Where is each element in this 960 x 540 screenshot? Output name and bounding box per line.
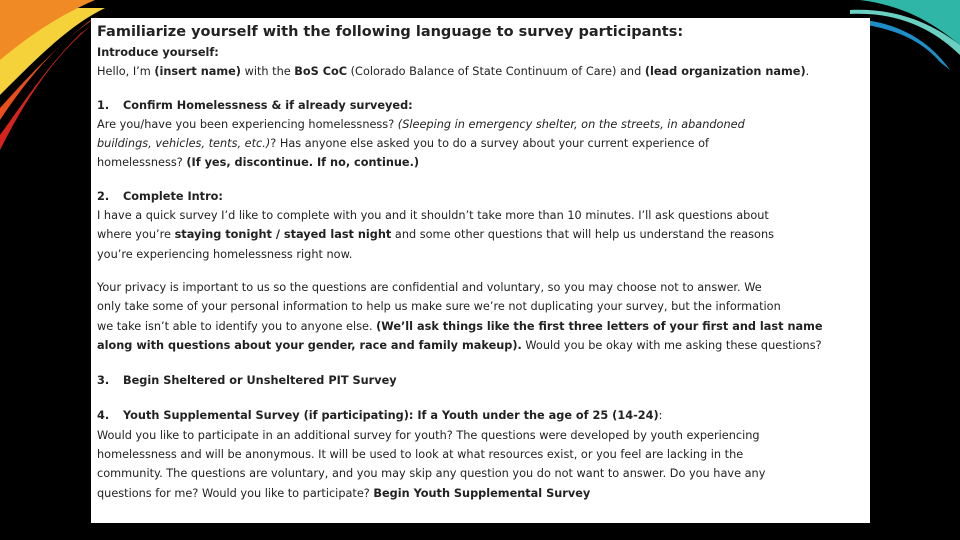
privacy-text: Your privacy is important to us so the questions are confidential and voluntary, so you may choose not to answer. We only take some of your personal information to help us make sure we’re not duplicating your survey, but the information we take isn’t able to identify you to anyone else. (We’ll ask things like the first three letters of your first and last name along with questions about your gender, race and family makeup). Would you be okay with me asking these questions? bbox=[97, 280, 823, 352]
document-title: Familiarize yourself with the following language to survey participants: bbox=[97, 24, 684, 40]
section-1-text: Are you/have you been experiencing homelessness? (Sleeping in emergency shelter, on the streets, in abandoned buildings, vehicles, tents, etc.)? Has anyone else asked you to do a survey about your current experience of homelessness? (If yes, discontinue. If no, continue.) bbox=[97, 117, 745, 170]
section-2-heading: 2. Complete Intro: bbox=[97, 189, 223, 203]
section-3-heading: 3. Begin Sheltered or Unsheltered PIT Survey bbox=[97, 374, 397, 388]
survey-language-document bbox=[91, 18, 870, 523]
section-2-text: I have a quick survey I’d like to complete with you and it shouldn’t take more than 10 minutes. I’ll ask questions about where you’re staying tonight / stayed last night and some other questions that will help us understand the reasons you’re experiencing homelessness right now. bbox=[97, 209, 774, 261]
intro-heading: Introduce yourself: bbox=[97, 46, 219, 59]
section-1-heading: 1. Confirm Homelessness & if already surveyed: bbox=[97, 98, 413, 112]
intro-text: Hello, I’m (insert name) with the BoS CoC (Colorado Balance of State Continuum of Care) and (lead organization name). bbox=[97, 65, 810, 79]
section-4-heading: 4. Youth Supplemental Survey (if participating): If a Youth under the age of 25 (14-24): bbox=[97, 409, 663, 423]
section-4-text: Would you like to participate in an additional survey for youth? The questions were developed by youth experiencing homelessness and will be anonymous. It will be used to look at what resources exist, or you feel are lacking in the community. The questions are voluntary, and you may skip any question you do not want to answer. Do you have any questions for me? Would you like to participate? Begin Youth Supplemental Survey bbox=[97, 428, 766, 500]
